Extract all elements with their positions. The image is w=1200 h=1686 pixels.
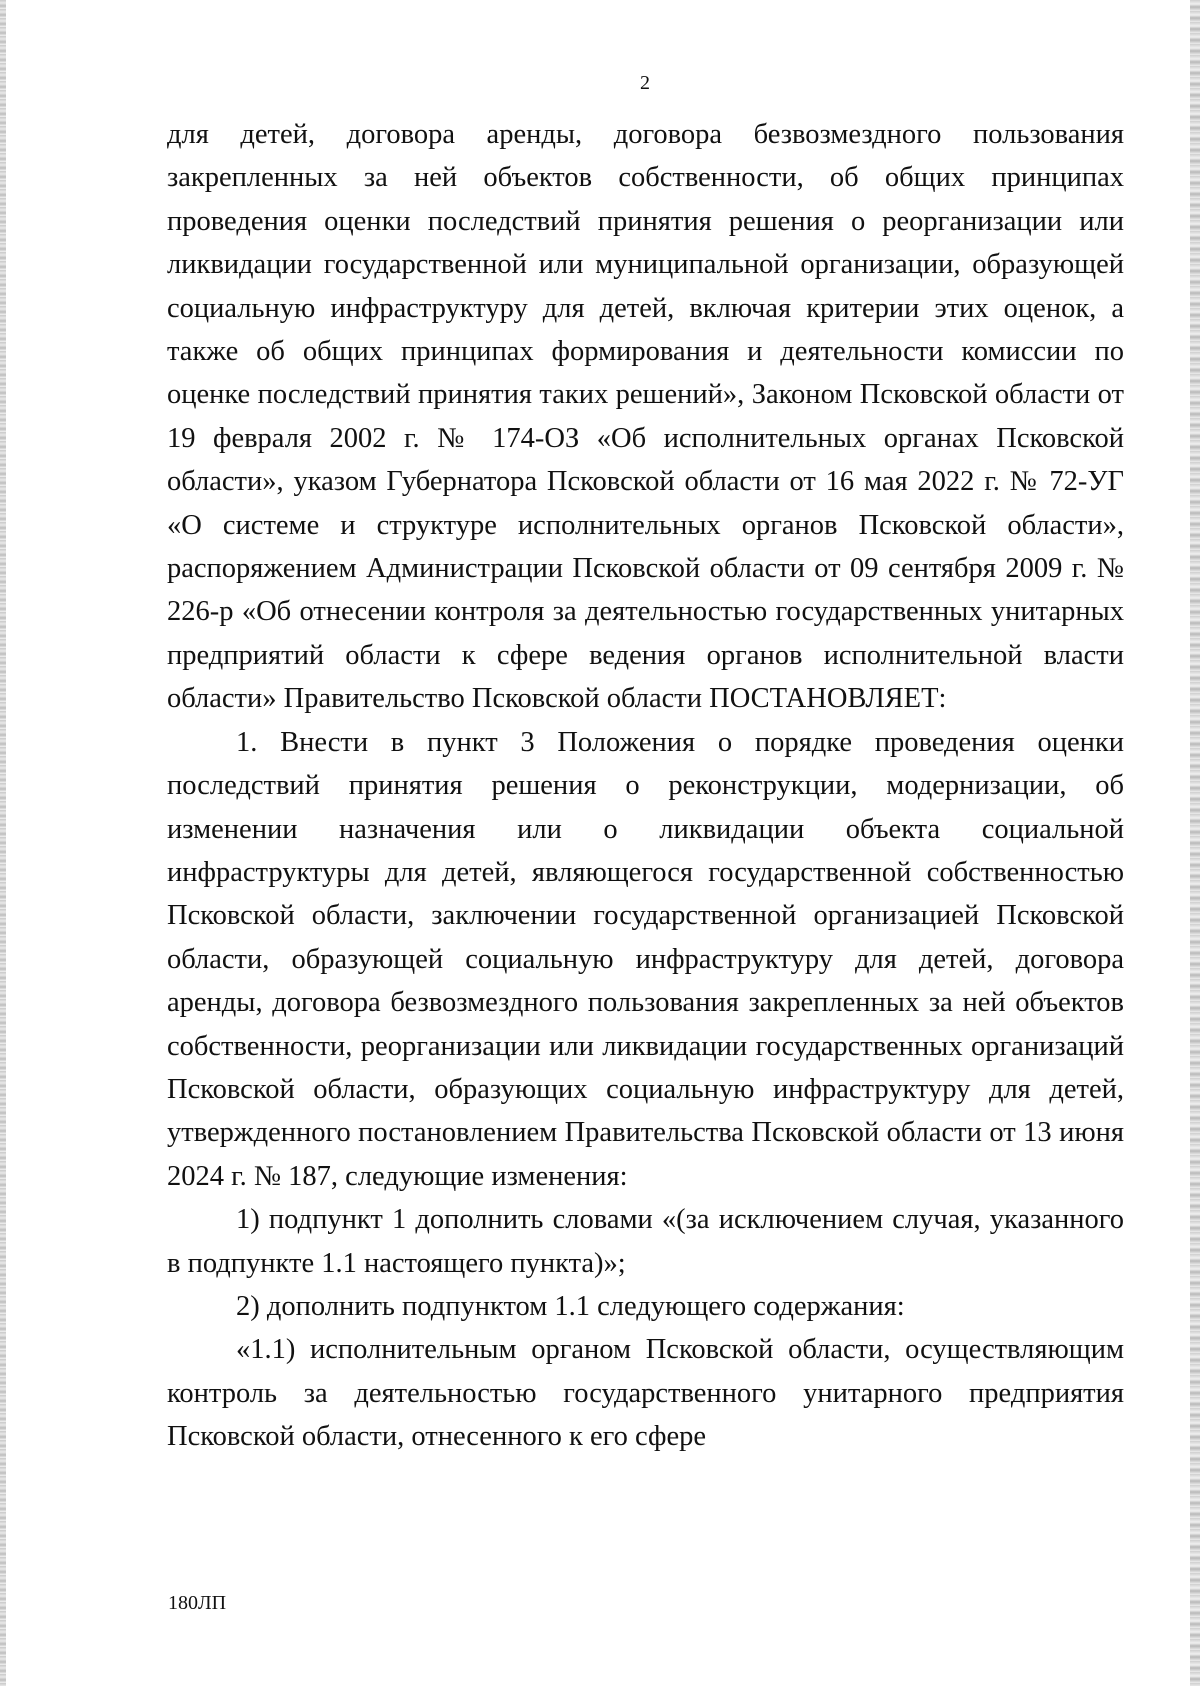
paragraph-preamble-continuation: для детей, договора аренды, договора безвозмездного пользования закрепленных за ней объектов собственности, об общих принципах проведения оценки последствий принятия решения о реорганизации или ликвидации государственной или муниципальной организации, образующей социальную инфраструктуру для детей, включая критерии этих оценок, а также об общих принципах формирования и деятельности комиссии по оценке последствий принятия таких решений», Законом Псковской области от 19 февраля 2002 г. № 174-ОЗ «Об исполнительных органах Псковской области», указом Губернатора Псковской области от 16 мая 2022 г. № 72-УГ «О системе и структуре исполнительных органов Псковской области», распоряжением Администрации Псковской области от 09 сентября 2009 г. № 226-р «Об отнесении контроля за деятельностью государственных унитарных предприятий области к сфере ведения органов исполнительной власти области» Правительство Псковской области ПОСТАНОВЛЯЕТ: [167, 119, 1124, 715]
document-body [167, 113, 1124, 1459]
paragraph-subitem-2: 2) дополнить подпунктом 1.1 следующего содержания: [236, 1290, 905, 1322]
scan-edge-left [0, 0, 6, 1686]
scan-edge-right [1190, 0, 1200, 1686]
footer-document-code: 180ЛП [168, 1592, 227, 1614]
paragraph-subitem-1-1: «1.1) исполнительным органом Псковской области, осуществляющим контроль за деятельностью государственного унитарного предприятия Псковской области, отнесенного к его сфере [167, 1334, 1124, 1453]
paragraph-item-1: 1. Внести в пункт 3 Положения о порядке проведения оценки последствий принятия решения о реконструкции, модернизации, об изменении назначения или о ликвидации объекта социальной инфраструктуры для детей, являющегося государственной собственностью Псковской области, заключении государственной организацией Псковской области, образующей социальную инфраструктуру для детей, договора аренды, договора безвозмездного пользования закрепленных за ней объектов собственности, реорганизации или ликвидации государственных организаций Псковской области, образующих социальную инфраструктуру для детей, утвержденного постановлением Правительства Псковской области от 13 июня 2024 г. № 187, следующие изменения: [167, 726, 1124, 1192]
page-number: 2 [640, 72, 650, 94]
paragraph-subitem-1: 1) подпункт 1 дополнить словами «(за исключением случая, указанного в подпункте 1.1 настоящего пункта)»; [167, 1204, 1124, 1279]
